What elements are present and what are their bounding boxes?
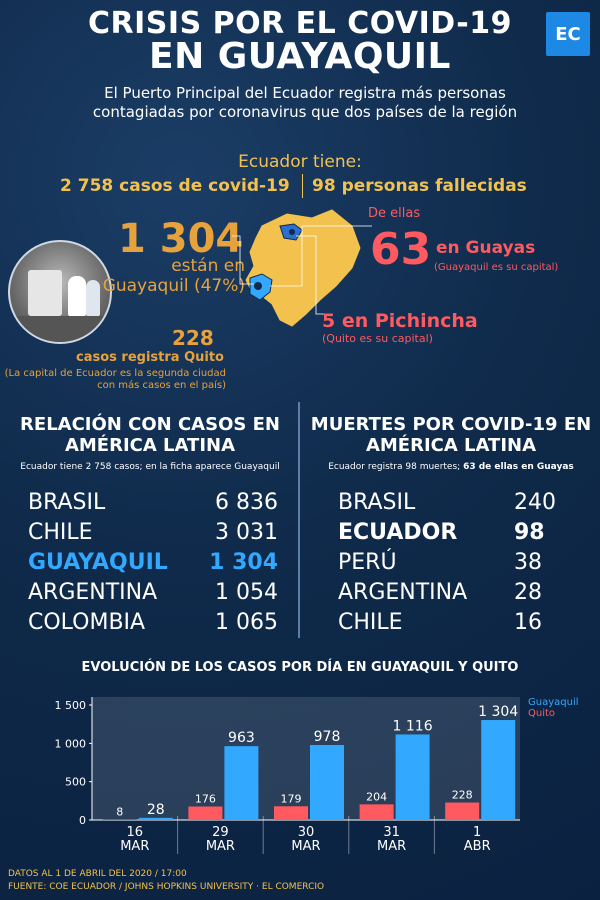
x-tick-label: 30: [297, 825, 315, 840]
country-value: 98: [514, 520, 545, 545]
x-tick-label: MAR: [377, 839, 407, 854]
cases-bar-chart: [0, 690, 600, 865]
quito-data-label: 8: [116, 805, 124, 819]
table-row: [28, 608, 278, 638]
deaths-note-bold: 63 de ellas en Guayas: [463, 462, 574, 472]
guayaquil-data-label: 1 304: [478, 704, 519, 721]
guayas-deaths-number: 63: [370, 224, 432, 275]
table-row: [338, 608, 570, 638]
table-row: [28, 518, 278, 548]
quito-bar: [103, 819, 137, 820]
photo-worker: [86, 280, 100, 316]
legend-guayaquil: Guayaquil: [528, 697, 579, 708]
ecuador-shape: [246, 210, 360, 326]
el-comercio-logo: EC: [546, 12, 590, 56]
country-name: PERÚ: [338, 550, 397, 575]
country-value: 3 031: [215, 520, 278, 545]
table-row-highlight: [28, 548, 278, 578]
quito-bar: [360, 804, 394, 820]
guayas-label: en Guayas: [436, 238, 536, 258]
country-name: BRASIL: [28, 490, 106, 515]
guayaquil-bar: [224, 746, 258, 820]
deaths-table-title: MUERTES POR COVID-19 EN AMÉRICA LATINA: [310, 414, 592, 456]
quito-bar: [445, 803, 479, 820]
x-tick-label: 31: [383, 825, 400, 840]
country-name: ARGENTINA: [338, 580, 468, 605]
guayaquil-bar: [139, 818, 173, 820]
x-tick-label: MAR: [120, 839, 150, 854]
guayaquil-bar: [310, 745, 344, 820]
country-value: 1 065: [215, 610, 278, 635]
country-name: ARGENTINA: [28, 580, 158, 605]
of-them-label: De ellas: [368, 206, 421, 221]
y-tick-label: 1 500: [54, 699, 86, 712]
country-name: ECUADOR: [338, 520, 458, 545]
ecuador-has-label: Ecuador tiene:: [238, 152, 362, 172]
guayaquil-data-label: 963: [228, 730, 255, 747]
country-value: 6 836: [215, 490, 278, 515]
table-row: [338, 578, 570, 608]
quito-data-label: 179: [280, 792, 302, 806]
guayaquil-cases-number: 1 304: [118, 216, 244, 262]
y-tick-label: 500: [65, 775, 86, 789]
title-line-2: EN GUAYAQUIL: [149, 36, 451, 77]
guayaquil-data-label: 28: [146, 801, 165, 818]
quito-cases-number: 228: [172, 326, 214, 350]
guayas-note: (Guayaquil es su capital): [434, 262, 559, 273]
country-value: 16: [514, 610, 542, 635]
y-tick-label: 1 000: [54, 737, 86, 751]
quito-cases-text: casos registra Quito: [76, 350, 224, 365]
x-tick-label: 1: [473, 825, 482, 840]
country-name: BRASIL: [338, 490, 416, 515]
deaths-total: 98 personas fallecidas: [312, 176, 527, 196]
quito-marker: [289, 229, 295, 235]
subtitle: El Puerto Principal del Ecuador registra más personas contagiadas por coronavirus que dos países de la región: [92, 84, 518, 121]
deaths-table-note: [304, 462, 598, 472]
table-row: [28, 488, 278, 518]
photo-ground: [10, 316, 112, 344]
x-tick-label: MAR: [291, 839, 321, 854]
guayaquil-marker: [254, 282, 262, 290]
footer: [8, 868, 324, 894]
health-workers-photo: [8, 240, 112, 344]
pichincha-label: 5 en Pichincha: [322, 310, 478, 332]
country-value: 1 304: [209, 550, 278, 575]
guayaquil-data-label: 1 116: [392, 718, 433, 735]
guayaquil-data-label: 978: [313, 729, 341, 746]
deaths-table: [338, 488, 570, 638]
cases-table: [28, 488, 278, 638]
photo-vehicle: [28, 270, 62, 316]
guayaquil-bar: [481, 720, 515, 820]
y-tick-label: 0: [79, 814, 86, 827]
country-name: CHILE: [28, 520, 93, 545]
quito-bar: [188, 807, 222, 820]
chart-title: EVOLUCIÓN DE LOS CASOS POR DÍA EN GUAYAQUIL Y QUITO: [81, 660, 519, 675]
quito-bar: [274, 806, 308, 820]
footer-source: FUENTE: COE ECUADOR / JOHNS HOPKINS UNIVERSITY · EL COMERCIO: [8, 882, 325, 892]
quito-data-label: 228: [451, 788, 473, 802]
quito-data-label: 204: [366, 790, 388, 804]
country-name: COLOMBIA: [28, 610, 146, 635]
cases-total: 2 758 casos de covid-19: [60, 176, 290, 196]
x-tick-label: 16: [126, 825, 144, 840]
country-value: 1 054: [215, 580, 278, 605]
x-tick-label: ABR: [463, 839, 491, 854]
summary-divider: [302, 174, 303, 198]
table-row-highlight: [338, 518, 570, 548]
x-tick-label: MAR: [205, 839, 235, 854]
table-row: [338, 488, 570, 518]
title-line-1: CRISIS POR EL COVID-19: [88, 6, 512, 41]
legend-quito: Quito: [528, 708, 556, 719]
guayaquil-bar: [396, 734, 430, 820]
cases-table-title: RELACIÓN CON CASOS EN AMÉRICA LATINA: [20, 414, 280, 456]
table-row: [28, 578, 278, 608]
quito-data-label: 176: [194, 792, 216, 806]
pichincha-note: (Quito es su capital): [322, 332, 433, 345]
footer-date: DATOS AL 1 DE ABRIL DEL 2020 / 17:00: [8, 869, 187, 879]
cases-table-note: Ecuador tiene 2 758 casos; en la ficha aparece Guayaquil: [20, 462, 280, 472]
country-name: GUAYAQUIL: [28, 550, 168, 575]
country-value: 28: [514, 580, 542, 605]
quito-note: (La capital de Ecuador es la segunda ciudad con más casos en el país): [4, 368, 226, 391]
country-name: CHILE: [338, 610, 403, 635]
photo-worker: [68, 276, 86, 316]
guayaquil-cases-text: están en Guayaquil (47%): [102, 256, 245, 296]
country-value: 38: [514, 550, 542, 575]
deaths-note-prefix: Ecuador registra 98 muertes;: [328, 462, 464, 472]
country-value: 240: [514, 490, 556, 515]
table-row: [338, 548, 570, 578]
tables-divider: [298, 402, 300, 638]
x-tick-label: 29: [212, 825, 229, 840]
